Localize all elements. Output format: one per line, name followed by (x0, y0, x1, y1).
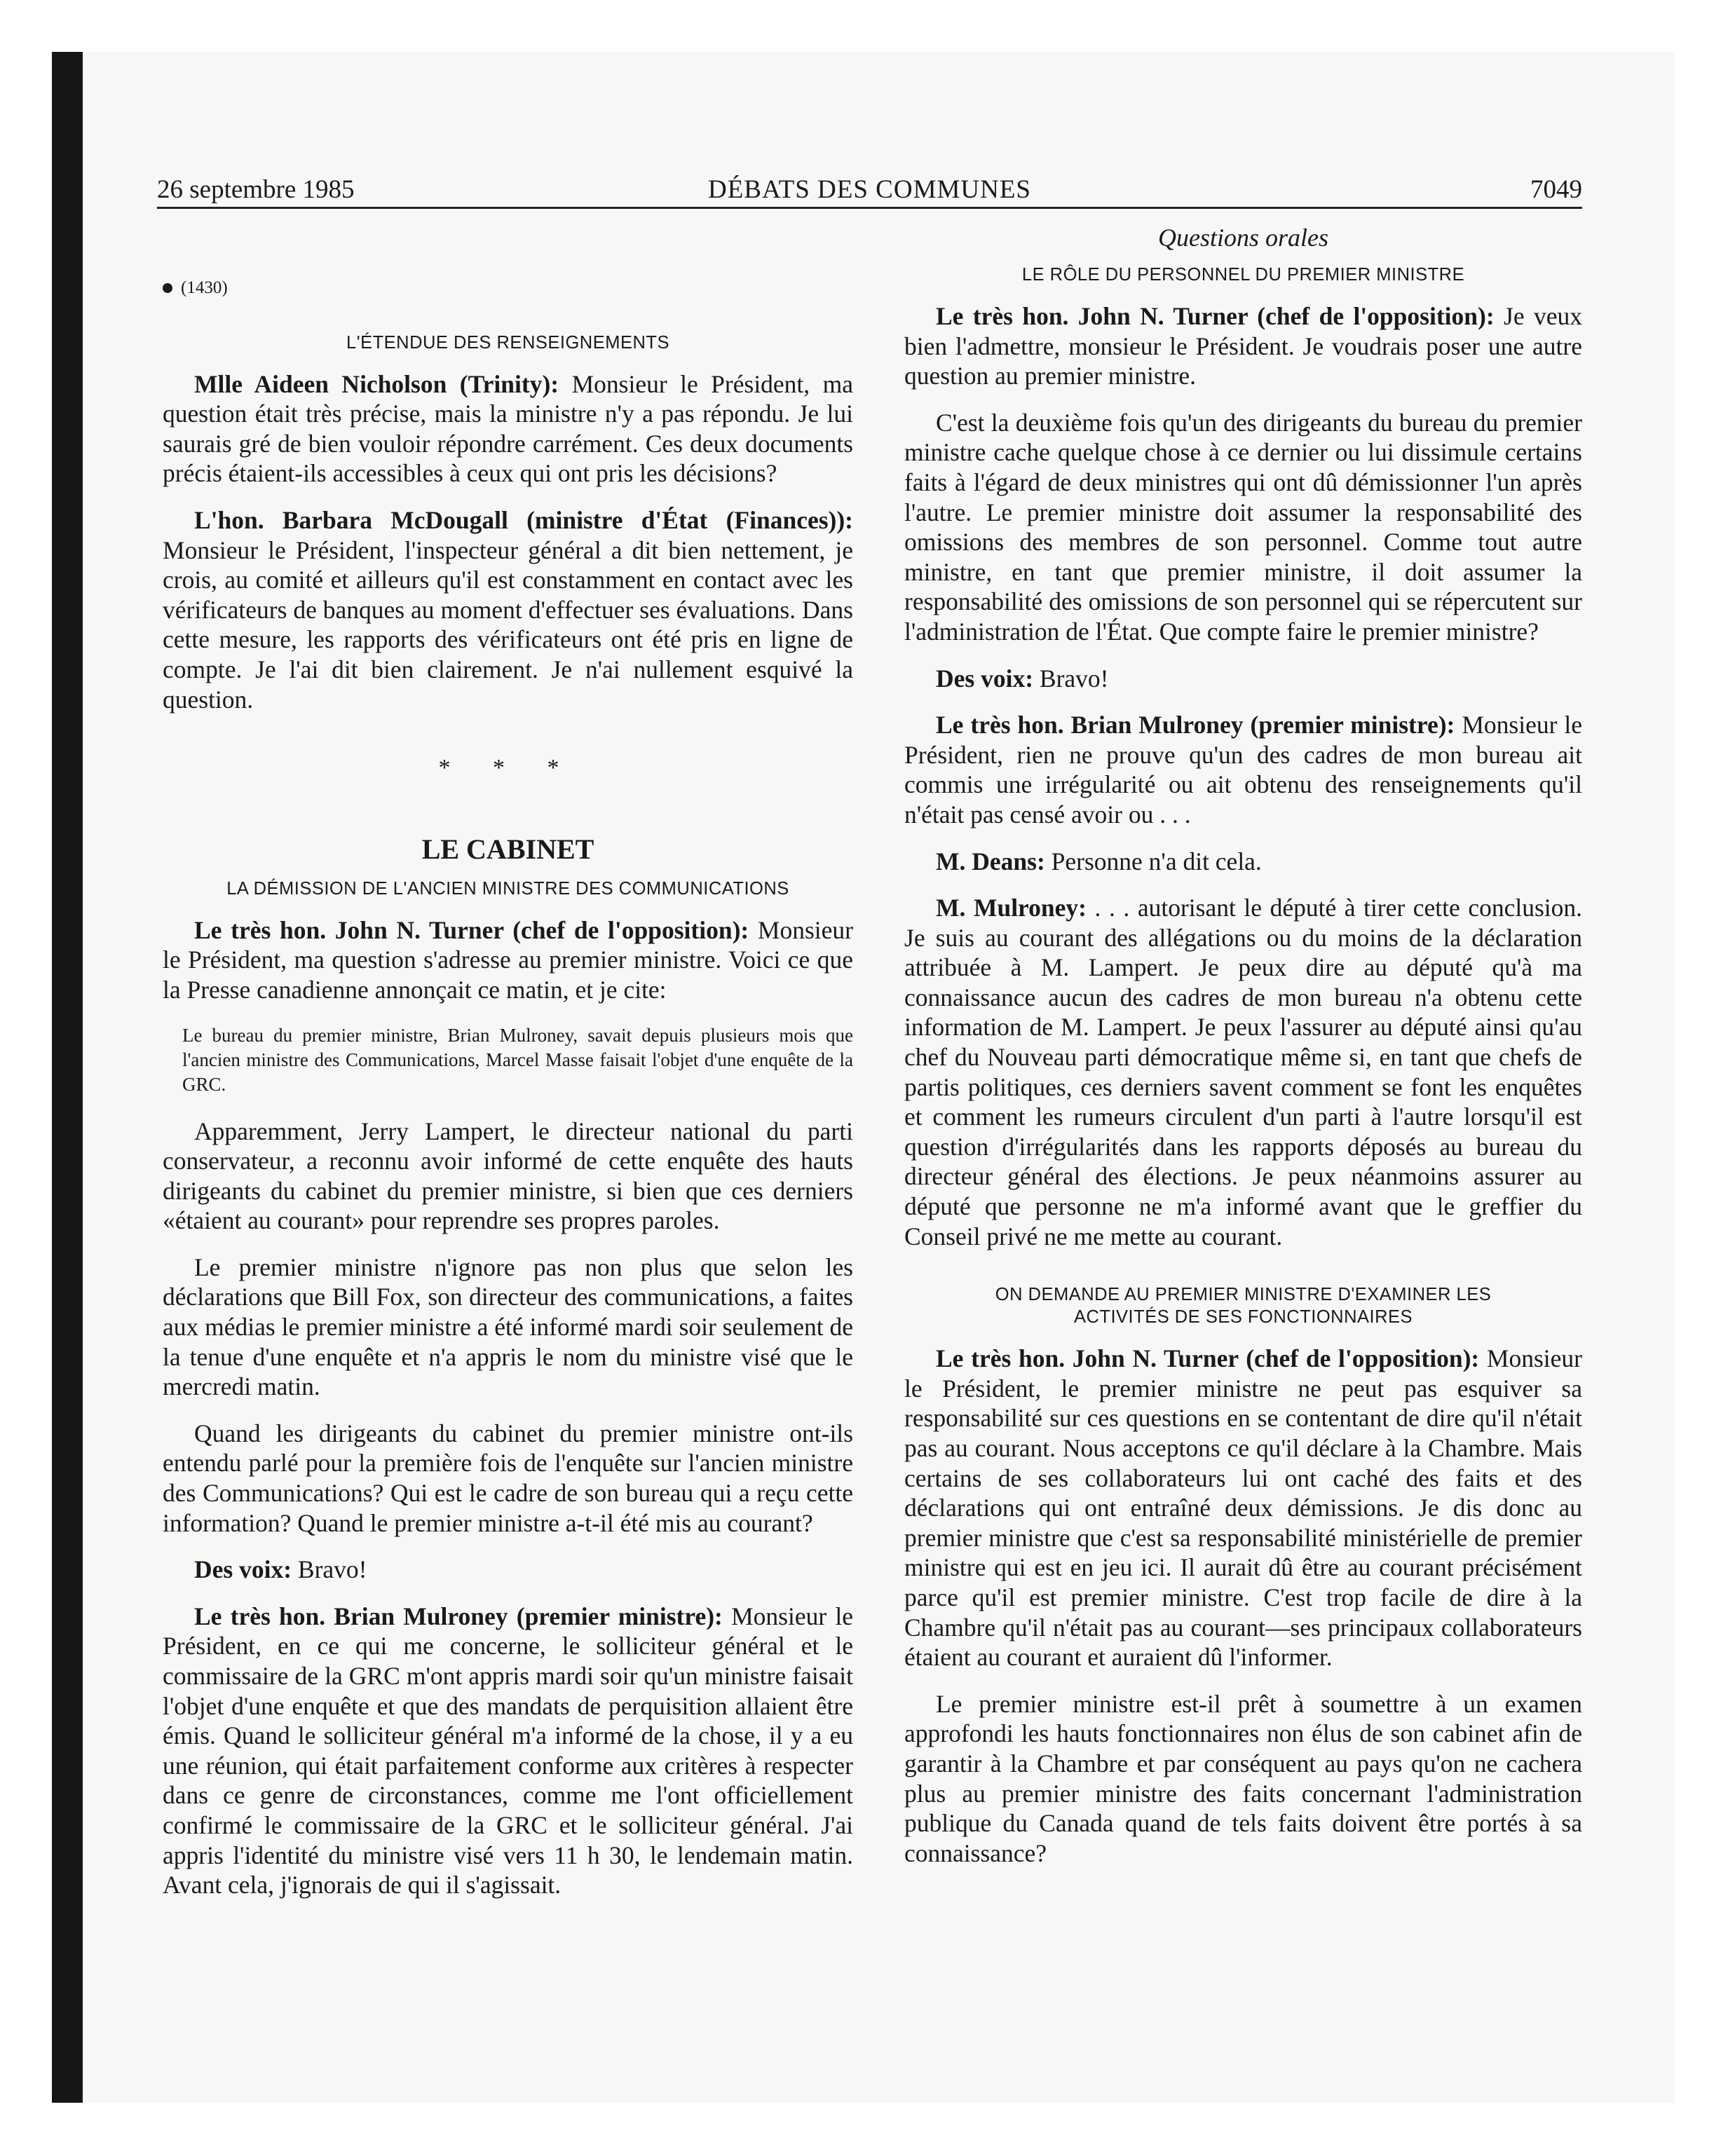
speech: Bravo! (292, 1555, 367, 1584)
speaker: Le très hon. John N. Turner (chef de l'opposition): (936, 1344, 1480, 1373)
bullet-icon (163, 283, 172, 293)
speaker: Mlle Aideen Nicholson (Trinity): (194, 369, 559, 398)
speaker: Le très hon. John N. Turner (chef de l'opposition): (194, 915, 749, 944)
speech: Personne n'a dit cela. (1045, 847, 1262, 875)
block-quote: Le bureau du premier ministre, Brian Mulroney, savait depuis plusieurs mois que l'ancien ministre des Communications, Marcel Masse faisait l'objet d'une enquête de la GRC. (182, 1024, 853, 1095)
subheading (904, 1283, 1582, 1328)
paragraph: Le premier ministre est-il prêt à soumettre à un examen approfondi les hauts fonctionnaires non élus de son cabinet afin de garantir à la Chambre et par conséquent au pays qu'on ne cachera plus au premier ministre des faits concernant l'administration publique du Canada quand de tels faits doivent être portés à sa connaissance? (904, 1689, 1582, 1867)
speaker: Des voix: (194, 1555, 292, 1584)
time-marker (163, 273, 853, 303)
header-date: 26 septembre 1985 (157, 175, 355, 204)
paragraph: Apparemment, Jerry Lampert, le directeur national du parti conservateur, a reconnu avoir informé de cette enquête des hauts dirigeants du cabinet du premier ministre, si bien que ces derniers «étaient au courant» pour reprendre ses propres paroles. (163, 1117, 853, 1235)
speech: Monsieur le Président, ma question s'adresse au premier ministre. Voici ce que la Presse canadienne annonçait ce matin, et je cite: (163, 915, 853, 1004)
paragraph (904, 1344, 1582, 1672)
speech: . . . autorisant le député à tirer cette conclusion. Je suis au courant des allégations ou du moins de la déclaration attribuée à M. Lampert. Je peux dire au député qu'à ma connaissance aucun des cadres de mon bureau n'a obtenu cette information de M. Lampert. Je peux l'assurer au député ainsi qu'au chef du Nouveau parti démocratique même si, en tant que chefs de partis politiques, ces derniers savent comment se font les enquêtes et comment les rumeurs circulent d'un parti à l'autre lorsqu'il est question d'irrégularités dans les rapports déposés au bureau du directeur général des élections. Je peux néanmoins assurer au député que personne ne m'a informé avant que le greffier du Conseil privé ne me mette au courant. (904, 894, 1583, 1250)
speech: Monsieur le Président, ma question était très précise, mais la ministre n'y a pas répondu. Je lui saurais gré de bien vouloir répondre carrément. Ces deux documents précis étaient-ils accessibles à ceux qui ont pris les décisions? (163, 369, 853, 488)
subheading-line: ON DEMANDE AU PREMIER MINISTRE D'EXAMINER LES (995, 1285, 1492, 1305)
speech: Monsieur le Président, en ce qui me concerne, le solliciteur général et le commissaire de la GRC m'ont appris mardi soir qu'un ministre faisait l'objet d'une enquête et que des mandats de perquisition allaient être émis. Quand le solliciteur général m'a informé de la chose, il y a eu une réunion, qui était parfaitement conforme aux critères à respecter dans ce genre de circonstances, comme me l'ont officiellement confirmé le commissaire de la GRC et le solliciteur général. J'ai appris l'identité du ministre visé vers 11 h 30, le lendemain matin. Avant cela, j'ignorais de qui il s'agissait. (163, 1602, 853, 1899)
subheading: LA DÉMISSION DE L'ANCIEN MINISTRE DES COMMUNICATIONS (226, 878, 789, 899)
section-separator: * * * (438, 755, 578, 782)
right-column (904, 223, 1582, 1868)
speaker: Le très hon. Brian Mulroney (premier ministre): (194, 1602, 723, 1630)
scan-edge (52, 52, 83, 2103)
time-marker-text: (1430) (181, 278, 228, 297)
section-heading: LE CABINET (421, 833, 594, 865)
speech: Je veux bien l'admettre, monsieur le Président. Je voudrais poser une autre question au premier ministre. (904, 302, 1582, 390)
paragraph: Le premier ministre n'ignore pas non plus que selon les déclarations que Bill Fox, son directeur des communications, a faites aux médias le premier ministre a été informé mardi soir seulement de la tenue d'une enquête et n'a appris le nom du ministre visé que le mercredi matin. (163, 1253, 853, 1401)
speech: Monsieur le Président, rien ne prouve qu'un des cadres de mon bureau ait commis une irrégularité ou ait obtenu des renseignements qu'il n'était pas censé avoir ou . . . (904, 711, 1582, 828)
speaker: Le très hon. John N. Turner (chef de l'opposition): (936, 302, 1495, 330)
header-page-number: 7049 (1530, 175, 1582, 204)
paragraph (904, 301, 1582, 391)
paragraph (163, 1555, 853, 1585)
paragraph (163, 505, 853, 714)
paragraph (163, 915, 853, 1005)
paragraph (904, 847, 1582, 877)
speech: Monsieur le Président, l'inspecteur général a dit bien nettement, je crois, au comité et ailleurs qu'il est constamment en contact avec les vérificateurs de banques au moment d'effectuer ses évaluations. Dans cette mesure, les rapports des vérificateurs ont été pris en ligne de compte. Je l'ai dit bien clairement. Je n'ai nullement esquivé la question. (163, 535, 853, 714)
paragraph (904, 664, 1582, 694)
paragraph: C'est la deuxième fois qu'un des dirigeants du bureau du premier ministre cache quelque chose à ce dernier ou lui dissimule certains faits à l'égard de deux ministres qui ont dû démissionner l'un après l'autre. Le premier ministre doit assumer la responsabilité des omissions des membres de son personnel. Comme tout autre ministre, en tant que premier ministre, il doit assumer la responsabilité des omissions de son personnel qui se répercutent sur l'administration de l'État. Que compte faire le premier ministre? (904, 408, 1582, 646)
paragraph: Quand les dirigeants du cabinet du premier ministre ont-ils entendu parlé pour la première fois de l'enquête sur l'ancien ministre des Communications? Qui est le cadre de son bureau qui a reçu cette information? Quand le premier ministre a-t-il été mis au courant? (163, 1419, 853, 1537)
subheading: LE RÔLE DU PERSONNEL DU PREMIER MINISTRE (1021, 265, 1465, 285)
paragraph (904, 893, 1582, 1251)
subheading: L'ÉTENDUE DES RENSEIGNEMENTS (346, 332, 669, 353)
speech: Monsieur le Président, le premier ministre ne peut pas esquiver sa responsabilité sur ces questions en se contentant de dire qu'il n'était pas au courant. Nous acceptons ce qu'il déclare à la Chambre. Mais certains de ses collaborateurs lui ont caché des faits et des déclarations qui ont entraîné deux démissions. Je dis donc au premier ministre que c'est sa responsabilité ministérielle de premier ministre qui est en jeu ici. Il aurait dû être au courant précisément parce qu'il est premier ministre. C'est trop facile de dire à la Chambre qu'il n'était pas au courant—ses principaux collaborateurs étaient au courant et auraient dû l'informer. (904, 1344, 1582, 1672)
page-header (157, 171, 1582, 210)
subheading-line: ACTIVITÉS DE SES FONCTIONNAIRES (1073, 1307, 1413, 1328)
speaker: M. Mulroney: (936, 894, 1087, 922)
header-title: DÉBATS DES COMMUNES (707, 175, 1031, 204)
speaker: M. Deans: (936, 847, 1045, 875)
speaker: L'hon. Barbara McDougall (ministre d'État (Finances)): (194, 505, 853, 534)
paragraph (904, 710, 1582, 829)
left-column (163, 273, 853, 1900)
paragraph (163, 1602, 853, 1900)
speaker: Le très hon. Brian Mulroney (premier ministre): (936, 711, 1455, 739)
header-rule (157, 207, 1582, 209)
section-title: Questions orales (1158, 224, 1328, 252)
speaker: Des voix: (936, 664, 1034, 692)
speech: Bravo! (1033, 664, 1109, 692)
paragraph (163, 369, 853, 489)
